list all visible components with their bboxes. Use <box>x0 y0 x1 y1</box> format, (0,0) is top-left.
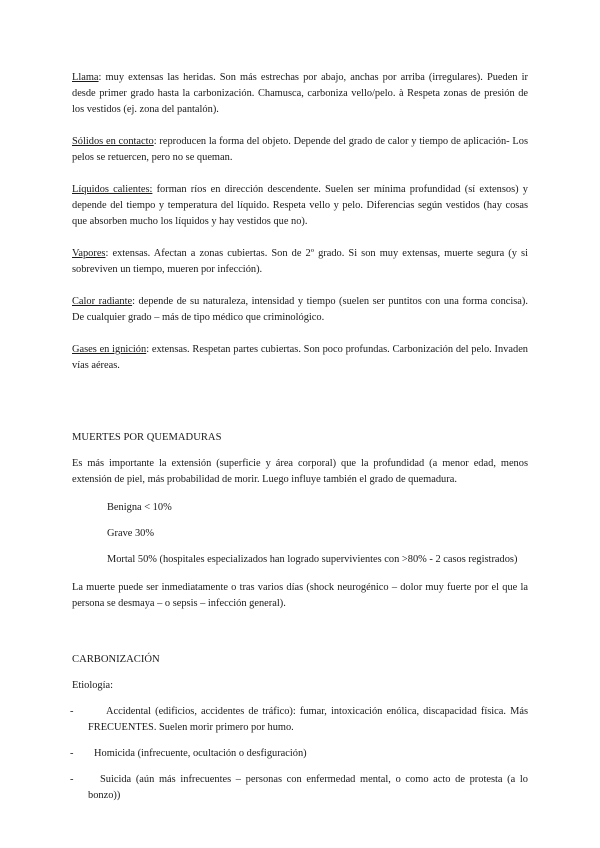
bullet-dash: - <box>70 706 74 717</box>
severity-benigna: Benigna < 10% <box>107 502 172 513</box>
list-item <box>72 704 528 736</box>
muertes-closing: La muerte puede ser inmediatamente o tras varios días (shock neurogénico – dolor muy fuerte por el que la persona se desmaya – o sepsis – infección general). <box>72 582 528 609</box>
burn-type-vapores <box>72 246 528 278</box>
severity-grave: Grave 30% <box>107 528 155 539</box>
section-heading-muertes: MUERTES POR QUEMADURAS <box>72 432 222 443</box>
etiologia-suicida: Suicida (aún más infrecuentes – personas con enfermedad mental, o como acto de protesta (a lo bonzo)) <box>88 774 528 801</box>
section-heading-carbonizacion: CARBONIZACIÓN <box>72 654 160 665</box>
burn-type-calor <box>72 294 528 326</box>
etiologia-label: Etiología: <box>72 680 113 691</box>
term-gases: Gases en ignición <box>72 344 147 355</box>
muertes-intro: Es más importante la extensión (superficie y área corporal) que la profundidad (a menor edad, menos extensión de piel, más probabilidad de morir. Luego influye también el grado de quemadura. <box>72 458 528 485</box>
text-llama: : muy extensas las heridas. Son más estrechas por abajo, anchas por arriba (irregulares). Pueden ir desde primer grado hasta la carbonización. Chamusca, carboniza vello/pelo. à Respeta zonas de presión de los vestidos (ej. zona del pantalón). <box>72 72 528 115</box>
document-page <box>72 70 528 814</box>
severity-mortal: Mortal 50% (hospitales especializados han logrado supervivientes con >80% - 2 casos registrados) <box>107 554 518 565</box>
term-solidos: Sólidos en contacto <box>72 136 154 147</box>
text-solidos: : reproducen la forma del objeto. Depende del grado de calor y tiempo de aplicación- Los pelos se retuercen, pero no se queman. <box>72 136 528 163</box>
burn-type-llama <box>72 70 528 118</box>
text-gases: : extensas. Respetan partes cubiertas. Son poco profundas. Carbonización del pelo. Invaden vías aéreas. <box>72 344 528 371</box>
text-liquidos: forman ríos en dirección descendente. Suelen ser mínima profundidad (sí extensos) y depende del tiempo y temperatura del líquido. Respeta vello y pelo. Diferencias según vestidos (hay cosas que absorben mucho los líquidos y hay vestidos que no). <box>72 184 528 227</box>
etiologia-homicida: Homicida (infrecuente, ocultación o desfiguración) <box>94 748 307 759</box>
term-liquidos: Líquidos calientes: <box>72 184 153 195</box>
list-item <box>72 772 528 804</box>
list-item <box>72 746 528 762</box>
term-calor: Calor radiante <box>72 296 133 307</box>
bullet-dash: - <box>70 774 74 785</box>
burn-type-liquidos <box>72 182 528 230</box>
term-vapores: Vapores <box>72 248 106 259</box>
burn-type-solidos <box>72 134 528 166</box>
etiologia-accidental: Accidental (edificios, accidentes de tráfico): fumar, intoxicación enólica, discapacidad física. Más FRECUENTES. Suelen morir primero por humo. <box>88 706 528 733</box>
burn-type-gases <box>72 342 528 374</box>
text-calor: : depende de su naturaleza, intensidad y tiempo (suelen ser puntitos con una forma concisa). De cualquier grado – más de tipo médico que criminológico. <box>72 296 528 323</box>
text-vapores: : extensas. Afectan a zonas cubiertas. Son de 2º grado. Si son muy extensas, muerte segura (y si sobreviven un tiempo, mueren por infección). <box>72 248 528 275</box>
term-llama: Llama <box>72 72 99 83</box>
bullet-dash: - <box>70 748 74 759</box>
